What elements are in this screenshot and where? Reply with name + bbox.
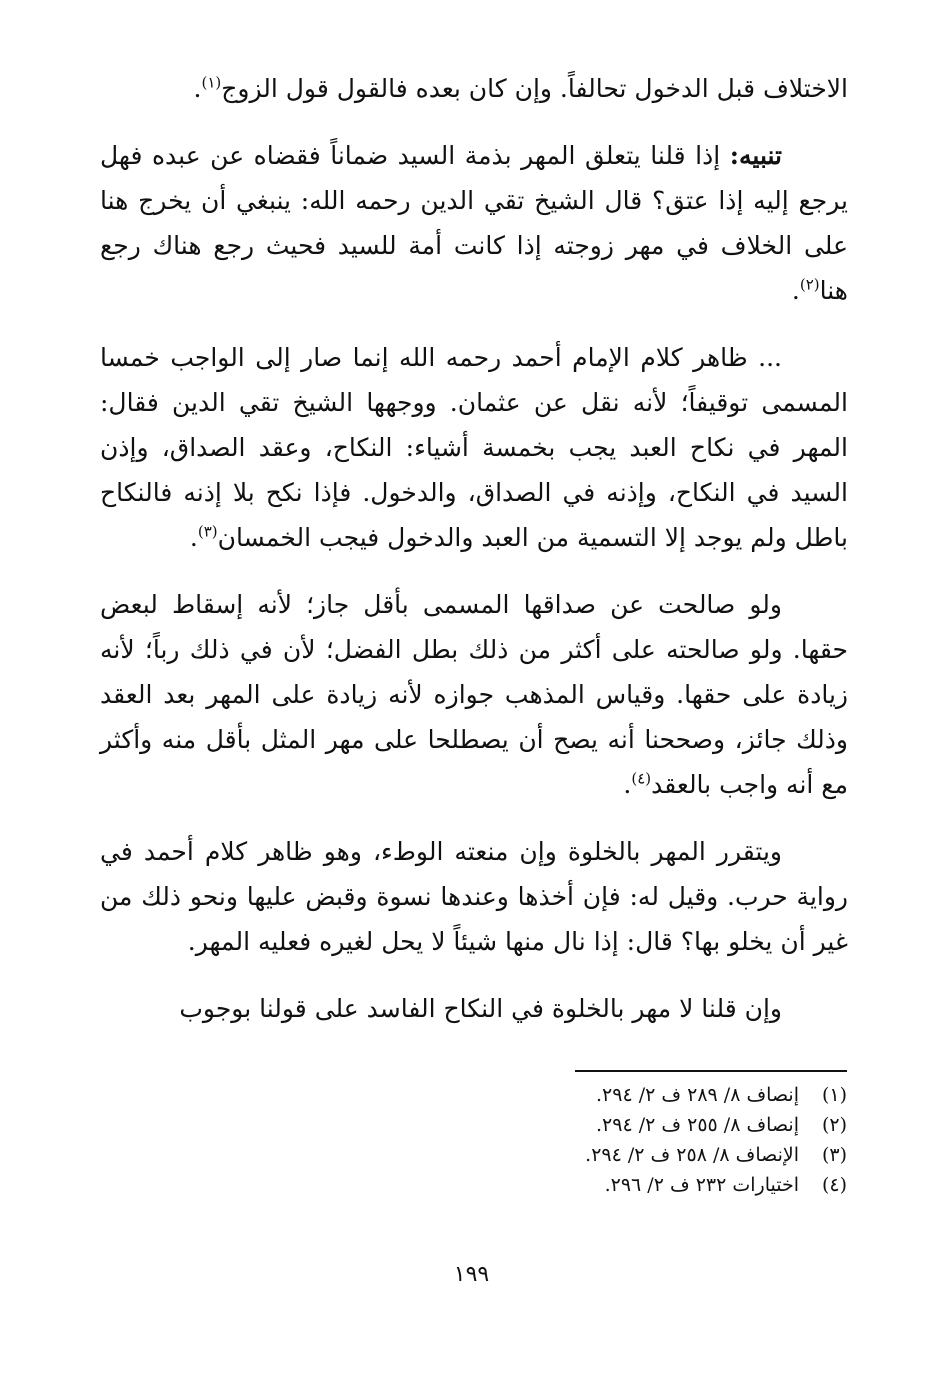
paragraph-2-end: . [791,276,800,305]
paragraph-1-end: . [193,74,202,103]
footnote-separator [575,1070,847,1072]
footnote-4 [147,1170,847,1200]
paragraph-4-end: . [623,770,632,799]
paragraph-2 [100,133,848,313]
footnote-1-text: إنصاف ٨/ ٢٨٩ ف ٢/ ٢٩٤. [596,1084,799,1106]
footnote-ref-2[interactable]: (٢) [799,275,820,294]
paragraph-6-text: وإن قلنا لا مهر بالخلوة في النكاح الفاسد على قولنا بوجوب [179,994,782,1023]
footnote-3 [147,1140,847,1170]
tanbih-heading: تنبيه: [729,141,782,170]
footnote-3-text: الإنصاف ٨/ ٢٥٨ ف ٢/ ٢٩٤. [585,1144,799,1166]
paragraph-5 [100,829,848,964]
paragraph-4 [100,582,848,807]
paragraph-3-end: . [189,523,198,552]
footnote-ref-1[interactable]: (١) [201,73,222,92]
footnote-3-number: (٣) [821,1144,847,1166]
paragraph-4-text: ولو صالحت عن صداقها المسمى بأقل جاز؛ لأنه إسقاط لبعض حقها. ولو صالحته على أكثر من ذلك بطل الفضل؛ لأن في ذلك رباً؛ لأنه زيادة على حقها. وقياس المذهب جوازه لأنه زيادة على المهر بعد العقد وذلك جائز، وصححنا أنه يصح أن يصطلحا على مهر المثل بأقل منه وأكثر مع أنه واجب بالعقد [100,590,848,799]
paragraph-1 [100,66,848,111]
footnote-4-number: (٤) [821,1174,847,1196]
paragraph-6 [100,986,848,1031]
footnote-ref-3[interactable]: (٣) [197,522,218,541]
footnote-1-number: (١) [821,1084,847,1106]
footnotes [147,1080,847,1200]
paragraph-1-text: الاختلاف قبل الدخول تحالفاً. وإن كان بعده فالقول قول الزوج [221,74,848,103]
footnote-4-text: اختيارات ٢٣٢ ف ٢/ ٢٩٦. [604,1174,799,1196]
page-number: ١٩٩ [453,1262,490,1287]
footnote-2 [147,1110,847,1140]
paragraph-2-text: إذا قلنا يتعلق المهر بذمة السيد ضماناً فقضاه عن عبده فهل يرجع إليه إذا عتق؟ قال الشيخ تقي الدين رحمه الله: ينبغي أن يخرج هنا على الخلاف في مهر زوجته إذا كانت أمة للسيد فحيث رجع هناك رجع هنا [100,141,848,305]
paragraph-5-text: ويتقرر المهر بالخلوة وإن منعته الوطء، وهو ظاهر كلام أحمد في رواية حرب. وقيل له: فإن أخذها وعندها نسوة وقبض عليها ونحو ذلك من غير أن يخلو بها؟ قال: إذا نال منها شيئاً لا يحل لغيره فعليه المهر. [100,837,848,956]
page-body [100,66,848,1053]
paragraph-3 [100,335,848,560]
paragraph-3-text: ... ظاهر كلام الإمام أحمد رحمه الله إنما صار إلى الواجب خمسا المسمى توقيفاً؛ لأنه نقل عن عثمان. ووجهها الشيخ تقي الدين فقال: المهر في نكاح العبد يجب بخمسة أشياء: النكاح، وعقد الصداق، وإذن السيد في النكاح، وإذنه في الصداق، والدخول. فإذا نكح بلا إذنه فالنكاح باطل ولم يوجد إلا التسمية من العبد والدخول فيجب الخمسان [100,343,848,552]
footnote-2-text: إنصاف ٨/ ٢٥٥ ف ٢/ ٢٩٤. [596,1114,799,1136]
footnote-ref-4[interactable]: (٤) [631,769,652,788]
footnote-2-number: (٢) [821,1114,847,1136]
footnote-1 [147,1080,847,1110]
